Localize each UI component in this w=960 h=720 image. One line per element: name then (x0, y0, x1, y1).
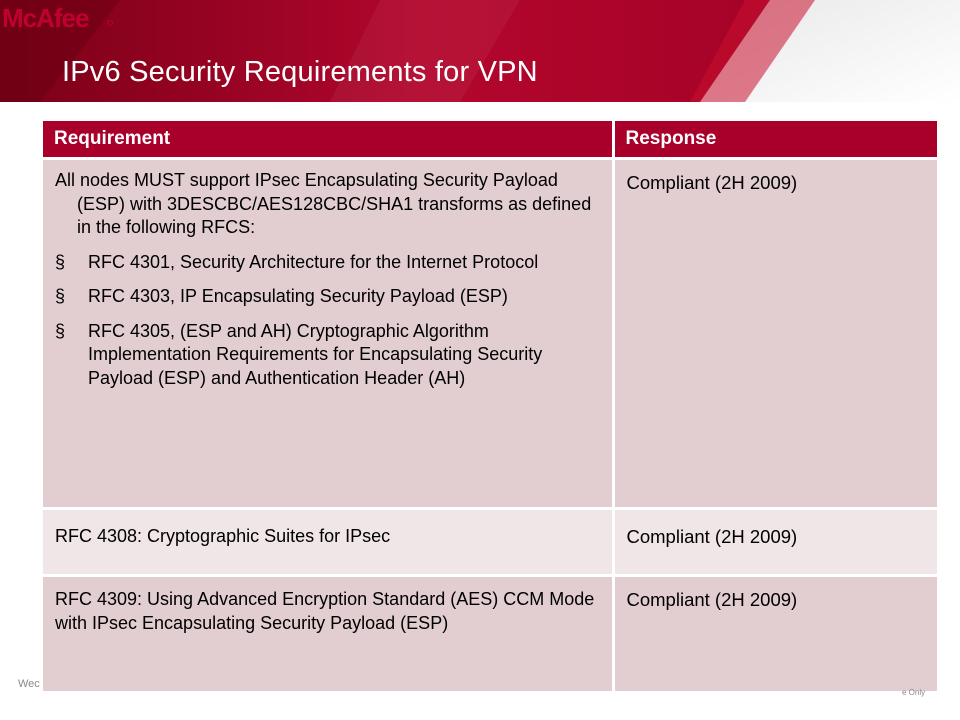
bullet-icon: § (55, 251, 66, 272)
footer-right-text: e Only (902, 688, 926, 697)
footer-left-text: Wec (18, 678, 40, 690)
requirement-text: RFC 4309: Using Advanced Encryption Standard (AES) CCM Mode with IPsec Encapsulating Security Payload (ESP) (55, 589, 595, 633)
bullet-icon: § (55, 286, 66, 306)
response-cell (613, 509, 937, 576)
title-banner (0, 0, 960, 102)
table-header-row (43, 121, 937, 159)
list-item (55, 251, 601, 275)
requirement-cell (43, 159, 613, 509)
table-row (43, 576, 937, 693)
requirements-table (43, 121, 937, 694)
list-item (55, 320, 601, 391)
requirement-cell (43, 576, 613, 693)
response-text: Compliant (2H 2009) (626, 526, 798, 547)
requirement-text: All nodes MUST support IPsec Encapsulating Security Payload (ESP) with 3DESCBC/AES128CBC/SHA1 transforms as defined in the following RFCS: (55, 170, 592, 237)
page-title: IPv6 Security Requirements for VPN (62, 56, 538, 88)
response-cell (613, 159, 937, 509)
bullet-text: RFC 4303, IP Encapsulating Security Payload (ESP) (88, 286, 508, 306)
response-text: Compliant (2H 2009) (626, 172, 798, 193)
column-header-requirement: Requirement (43, 121, 613, 159)
bullet-text: RFC 4305, (ESP and AH) Cryptographic Algorithm Implementation Requirements for Encapsulating Security Payload (ESP) and Authentication Header (AH) (88, 320, 543, 388)
mcafee-logo (0, 0, 115, 36)
list-item (55, 285, 601, 309)
column-header-response: Response (613, 121, 937, 159)
requirement-text: RFC 4308: Cryptographic Suites for IPsec (55, 526, 391, 546)
table-row (43, 509, 937, 576)
response-text: Compliant (2H 2009) (626, 589, 798, 610)
bullet-icon: § (55, 320, 66, 341)
logo-text: McAfee (2, 3, 89, 33)
requirement-cell (43, 509, 613, 576)
table-row (43, 159, 937, 509)
response-cell (613, 576, 937, 693)
bullet-text: RFC 4301, Security Architecture for the Internet Protocol (88, 251, 539, 272)
